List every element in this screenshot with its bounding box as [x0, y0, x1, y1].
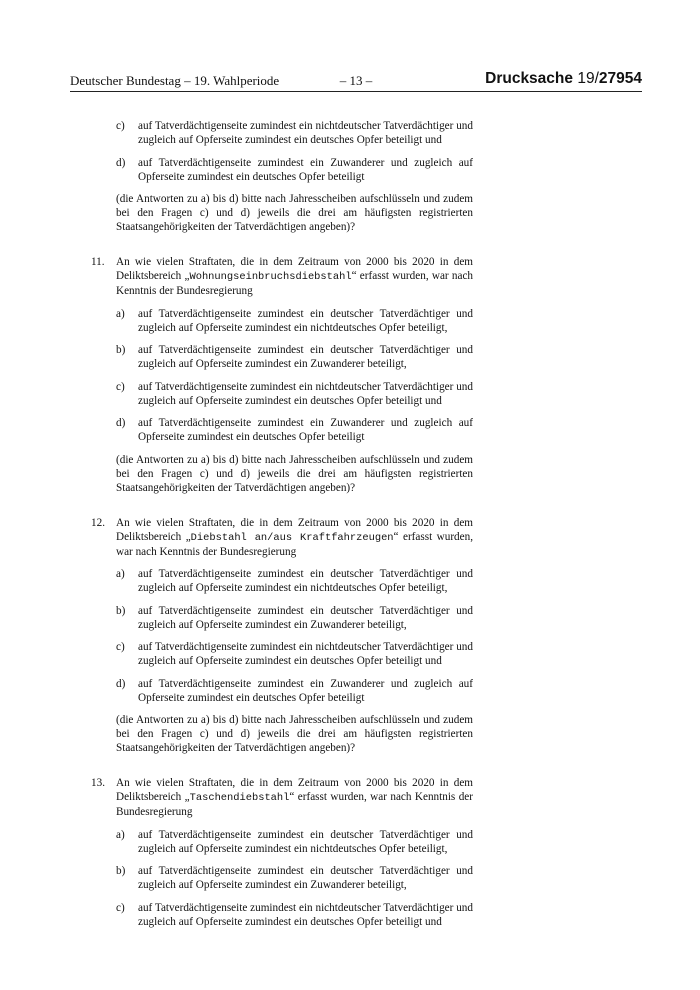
sub-item-text: auf Tatverdächtigenseite zumindest ein deutscher Tatverdächtiger und zugleich auf Opferseite zumindest ein nichtdeutsches Opfer beteiligt,	[138, 568, 473, 594]
question-text-end: “ erfasst wurden, war nach Kenntnis der Bundesregierung	[116, 530, 473, 558]
sub-item-c	[116, 901, 473, 929]
sub-item-letter: d)	[116, 156, 126, 169]
question-number: 12.	[91, 516, 105, 529]
sub-item-b	[116, 864, 473, 892]
question-12	[91, 516, 473, 559]
header-rule	[70, 91, 642, 92]
sub-item-text: auf Tatverdächtigenseite zumindest ein deutscher Tatverdächtiger und zugleich auf Opferseite zumindest ein Zuwanderer beteiligt,	[138, 344, 473, 370]
header-parliament: Deutscher Bundestag – 19. Wahlperiode	[70, 73, 280, 88]
sub-item-text: auf Tatverdächtigenseite zumindest ein deutscher Tatverdächtiger und zugleich auf Opferseite zumindest ein nichtdeutsches Opfer beteiligt,	[138, 828, 473, 855]
answer-note: (die Antworten zu a) bis d) bitte nach Jahresscheiben aufschlüsseln und zudem bei den Fragen c) und d) jeweils die drei am häufigsten registrierten Staatsangehörigkeiten der Tatverdächtigen angeben)?	[116, 193, 473, 233]
sub-item-a	[116, 828, 473, 856]
question-text-start: An wie vielen Straftaten, die in dem Zeitraum von 2000 bis 2020 in dem Deliktsbereich „	[116, 516, 473, 543]
document-number	[485, 70, 642, 88]
sub-item-d	[116, 156, 473, 184]
document-number-prefix: 19/	[577, 70, 599, 87]
sub-item-text: auf Tatverdächtigenseite zumindest ein Zuwanderer und zugleich auf Opferseite zumindest ein deutsches Opfer beteiligt	[138, 677, 473, 704]
sub-item-text: auf Tatverdächtigenseite zumindest ein Zuwanderer und zugleich auf Opferseite zumindest ein deutsches Opfer beteiligt	[138, 417, 473, 443]
sub-item-letter: d)	[116, 677, 126, 690]
sub-item-d	[116, 416, 473, 444]
sub-item-text: auf Tatverdächtigenseite zumindest ein nichtdeutscher Tatverdächtiger und zugleich auf Opferseite zumindest ein deutsches Opfer beteiligt und	[138, 641, 473, 667]
sub-item-letter: b)	[116, 344, 126, 356]
document-label: Drucksache	[485, 70, 574, 87]
question-text-end: “ erfasst wurden, war nach Kenntnis der Bundesregierung	[116, 791, 473, 818]
page-content	[91, 119, 474, 937]
sub-item-letter: b)	[116, 865, 126, 877]
sub-item-letter: c)	[116, 641, 125, 653]
sub-item-text: auf Tatverdächtigenseite zumindest ein deutscher Tatverdächtiger und zugleich auf Opferseite zumindest ein Zuwanderer beteiligt,	[138, 865, 473, 891]
answer-note: (die Antworten zu a) bis d) bitte nach Jahresscheiben aufschlüsseln und zudem bei den Fragen c) und d) jeweils die drei am häufigsten registrierten Staatsangehörigkeiten der Tatverdächtigen angeben)?	[116, 714, 473, 754]
sub-item-d	[116, 677, 473, 705]
sub-item-letter: c)	[116, 901, 125, 914]
question-text-end: “ erfasst wurden, war nach Kenntnis der Bundesregierung	[116, 270, 474, 297]
sub-item-letter: c)	[116, 120, 125, 132]
sub-item-letter: a)	[116, 568, 125, 580]
page-header	[70, 70, 642, 90]
sub-item-text: auf Tatverdächtigenseite zumindest ein nichtdeutscher Tatverdächtiger und zugleich auf Opferseite zumindest ein deutsches Opfer beteiligt und	[138, 901, 473, 928]
sub-item-a	[116, 567, 473, 595]
sub-item-letter: c)	[116, 380, 125, 393]
page-number: – 13 –	[339, 73, 373, 88]
sub-item-text: auf Tatverdächtigenseite zumindest ein deutscher Tatverdächtiger und zugleich auf Opferseite zumindest ein Zuwanderer beteiligt,	[138, 604, 473, 631]
question-number: 13.	[91, 777, 105, 789]
sub-item-text: auf Tatverdächtigenseite zumindest ein Zuwanderer und zugleich auf Opferseite zumindest ein deutsches Opfer beteiligt	[138, 156, 473, 183]
document-number-value: 27954	[598, 70, 642, 87]
offence-category: Wohnungseinbruchsdiebstahl	[189, 271, 352, 283]
sub-item-c	[116, 640, 473, 668]
sub-item-c	[116, 119, 473, 147]
sub-item-letter: d)	[116, 417, 126, 429]
sub-item-letter: a)	[116, 307, 125, 320]
sub-item-c	[116, 380, 473, 408]
sub-item-b	[116, 343, 473, 371]
sub-item-b	[116, 604, 473, 632]
sub-item-letter: a)	[116, 828, 125, 841]
sub-item-letter: b)	[116, 604, 126, 617]
answer-note: (die Antworten zu a) bis d) bitte nach Jahresscheiben aufschlüsseln und zudem bei den Fragen c) und d) jeweils die drei am häufigsten registrierten Staatsangehörigkeiten der Tatverdächtigen angeben)?	[116, 453, 473, 494]
question-13	[91, 776, 473, 819]
sub-item-text: auf Tatverdächtigenseite zumindest ein deutscher Tatverdächtiger und zugleich auf Opferseite zumindest ein nichtdeutsches Opfer beteiligt,	[138, 307, 473, 334]
offence-category: Diebstahl an/aus Kraftfahrzeugen	[190, 531, 394, 544]
question-text-start: An wie vielen Straftaten, die in dem Zeitraum von 2000 bis 2020 in dem Deliktsbereich „	[116, 256, 473, 282]
sub-item-text: auf Tatverdächtigenseite zumindest ein nichtdeutscher Tatverdächtiger und zugleich auf Opferseite zumindest ein deutsches Opfer beteiligt und	[138, 120, 473, 146]
question-number: 11.	[91, 256, 105, 268]
sub-item-text: auf Tatverdächtigenseite zumindest ein nichtdeutscher Tatverdächtiger und zugleich auf Opferseite zumindest ein deutsches Opfer beteiligt und	[138, 380, 473, 407]
question-text-start: An wie vielen Straftaten, die in dem Zeitraum von 2000 bis 2020 in dem Deliktsbereich „	[116, 777, 473, 803]
question-11	[91, 255, 474, 298]
sub-item-a	[116, 307, 473, 335]
offence-category: Taschendiebstahl	[189, 792, 290, 804]
